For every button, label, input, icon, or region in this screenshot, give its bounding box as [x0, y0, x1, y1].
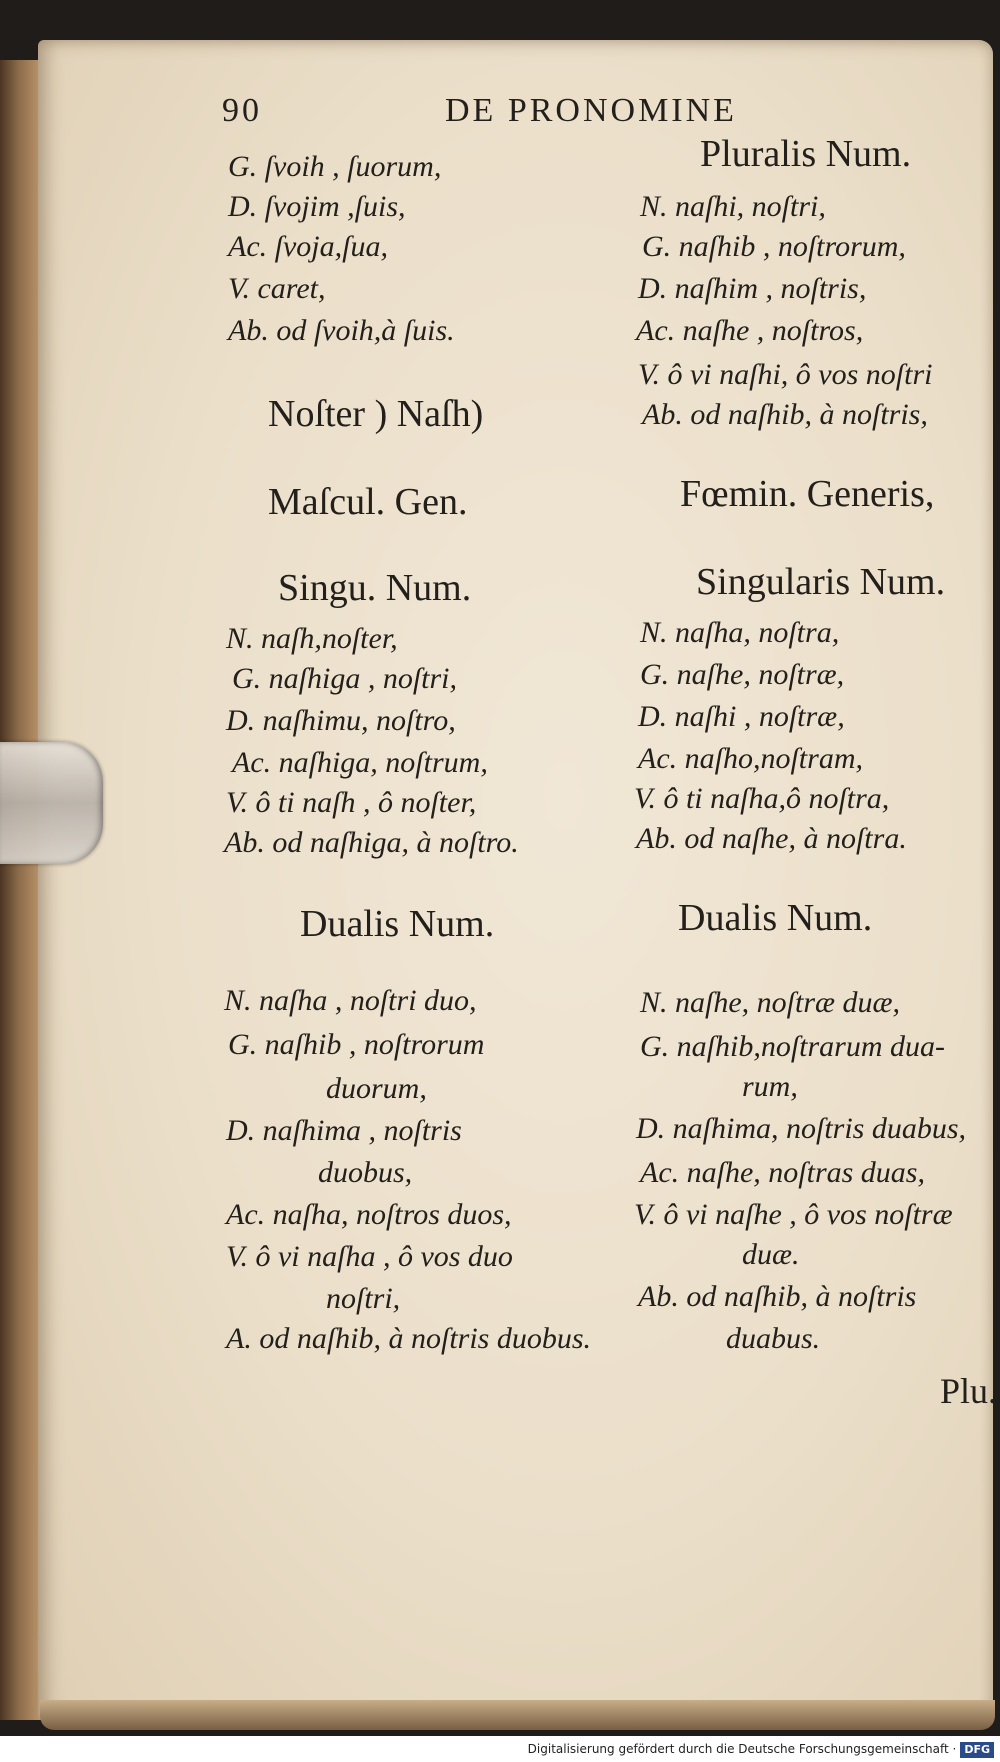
credit-text: Digitalisierung gefördert durch die Deutsche Forschungsgemeinschaft ·	[527, 1742, 957, 1756]
text-line: Ab. od naſhib, à noſtris,	[642, 398, 928, 431]
bookmark-clip	[0, 742, 103, 864]
text-line: G. naſhiga , noſtri,	[232, 662, 458, 695]
text-line: G. naſhib , noſtrorum	[228, 1028, 485, 1061]
section-heading: Maſcul. Gen.	[268, 481, 468, 523]
text-line: D. naſhima , noſtris	[226, 1114, 462, 1147]
running-title: DE PRONOMINE	[445, 92, 737, 129]
page-number: 90	[222, 92, 262, 129]
text-line: A. od naſhib, à noſtris duobus.	[226, 1322, 592, 1355]
text-line: duorum,	[326, 1072, 427, 1105]
text-line: G. ſvoih , ſuorum,	[228, 150, 442, 183]
text-line: G. naſhib , noſtrorum,	[642, 230, 906, 263]
section-heading: Singularis Num.	[696, 561, 946, 603]
text-line: N. naſha, noſtra,	[640, 616, 840, 649]
text-line: Ac. naſhe , noſtros,	[636, 314, 864, 347]
text-line: duobus,	[318, 1156, 413, 1189]
catchword: Plu.	[940, 1371, 998, 1411]
text-line: V. ô vi naſhe , ô vos noſtræ	[634, 1198, 953, 1231]
text-line: rum,	[742, 1070, 798, 1103]
text-line: D. ſvojim ,ſuis,	[228, 190, 406, 223]
text-line: Ac. naſhiga, noſtrum,	[232, 746, 488, 779]
text-line: N. naſhe, noſtræ duæ,	[640, 986, 901, 1019]
text-line: noſtri,	[326, 1282, 401, 1315]
text-line: D. naſhimu, noſtro,	[226, 704, 456, 737]
text-line: Ac. naſhe, noſtras duas,	[640, 1156, 925, 1189]
text-line: Ab. od ſvoih,à ſuis.	[228, 314, 455, 347]
text-line: N. naſha , noſtri duo,	[224, 984, 477, 1017]
section-heading: Dualis Num.	[300, 903, 495, 945]
text-line: D. naſhima, noſtris duabus,	[636, 1112, 967, 1145]
text-line: V. ô vi naſha , ô vos duo	[226, 1240, 513, 1273]
text-line: N. naſh,noſter,	[226, 622, 398, 655]
dfg-logo-icon: DFG	[960, 1742, 994, 1758]
page-bottom-edge	[40, 1700, 995, 1730]
text-line: G. naſhe, noſtræ,	[640, 658, 845, 691]
text-line: Ab. od naſhib, à noſtris	[638, 1280, 917, 1313]
text-line: Ac. naſha, noſtros duos,	[226, 1198, 512, 1231]
section-heading: Noſter ) Naſh)	[268, 393, 484, 435]
text-line: Ac. naſho,noſtram,	[638, 742, 863, 775]
text-line: G. naſhib,noſtrarum dua-	[640, 1030, 946, 1063]
text-line: D. naſhi , noſtræ,	[638, 700, 845, 733]
section-heading: Fœmin. Generis,	[680, 473, 935, 515]
section-heading: Dualis Num.	[678, 897, 873, 939]
text-line: N. naſhi, noſtri,	[640, 190, 826, 223]
text-line: duabus.	[726, 1322, 821, 1355]
text-line: V. ô vi naſhi, ô vos noſtri	[638, 358, 933, 391]
text-line: D. naſhim , noſtris,	[638, 272, 867, 305]
text-line: Ac. ſvoja,ſua,	[228, 230, 388, 263]
text-line: V. caret,	[228, 272, 326, 305]
section-heading: Singu. Num.	[278, 567, 472, 609]
text-line: duæ.	[742, 1238, 800, 1271]
text-line: Ab. od naſhe, à noſtra.	[636, 822, 907, 855]
text-line: V. ô ti naſh , ô noſter,	[226, 786, 477, 819]
text-line: Ab. od naſhiga, à noſtro.	[224, 826, 519, 859]
section-heading: Pluralis Num.	[700, 133, 912, 175]
digitization-credit	[0, 1736, 1000, 1762]
text-line: V. ô ti naſha,ô noſtra,	[634, 782, 890, 815]
